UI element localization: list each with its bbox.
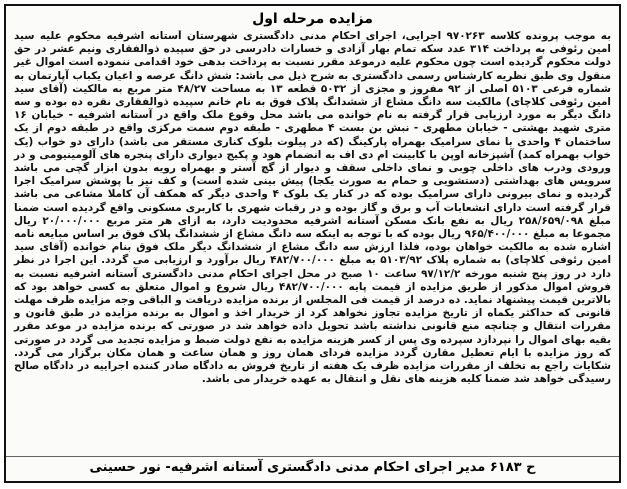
notice-title: مزایده مرحله اول [252, 11, 373, 27]
notice-footer: ح ۶۱۸۳ مدیر اجرای احکام مدنی دادگستری آستانه اشرفیه- نور حسینی [6, 456, 619, 477]
notice-body: به موجب پرونده کلاسه ۹۷۰۲۶۳ اجرایی، اجرای احکام مدنی دادگستری شهرستان آستانه اشرفیه محکوم علیه سید امین رئوفی به پرداخت ۳۱۴ عدد سکه تمام بهار آزادی و خسارات دادرسی در حق سپیده ذوالفقاری ونیم عشر در حق دولت محکوم گردیده است چون محکوم علیه درموعد مقرر نسبت به پرداخت بدهی خود اقدامی ننموده است اموال غیر منقول وی طبق نظریه کارشناس رسمی دادگستری به شرح ذیل می باشد: شش دانگ عرصه و اعیان یکباب آپارتمان به شماره فرعی ۵۱۰۳ اصلی از ۹۲ مفروز و مجزی از ۵۰۳۲ قطعه ۱۳ به مساحت ۴۸/۲۷ متر مربع به مالکیت (آقای سید امین رئوفی کلاچای) مالکیت سه دانگ مشاع از ششدانگ پلاک فوق به نام خانم سپیده ذوالفقاری نقره ده بوده و سه دانگ دیگر به مورد ارزیابی قرار گرفته به نام خوانده می باشد محل وقوع ملک واقع در آستانه اشرفیه - خیابان ۱۶ متری شهید بهشتی - خیابان مطهری - نبش بن بست ۴ مطهری - طبقه دوم سمت مرکزی واقع در طبقه دوم از یک ساختمان ۴ واحدی با نمای سرامیک بهمراه پارکینگ (که در پیلوت بلوک کناری مستقر می باشد) دارای دو خواب (یک خواب بهمراه کمد) آشپزخانه اوپن با کابینت ام دی اف به انضمام هود و پکیج دیواری دارای پنجره های آلومینیومی و در ورودی ودرب های داخلی چوبی و نمای داخلی سقف و دیوار از گچ آستر و بهمراه رویه بدون ابزار گچی می باشد سرویس های بهداشتی (دستشویی و حمام به صورت یکجا) پیش بینی شده است) و کف نیز با پوشش سرامیک اجرا گردیده و نمای بیرونی دارای سرامیک بوده که در کنار یک بلوک ۴ واحدی دیگر که همکف آن کاملا مشاعی می باشد قرار گرفته است دارای انشعابات آب و برق و گاز بوده و در رقبات شهری با کاربری مسکونی واقع گردیده است ضمنا مبلغ ۲۵۸/۶۵۹/۰۹۸ ریال به نفع بانک مسکن آستانه اشرفیه محدودیت دارد، به ازای هر متر مربع ۲۰/۰۰۰/۰۰۰ ریال مجموعا به مبلغ ۹۶۵/۴۰۰/۰۰۰ ریال بوده که با توجه به اینکه سه دانگ مشاع از ششدانگ پلاک فوق بر اساس مبایعه نامه اشاره شده به مالکیت خواهان بوده، فلذا ارزش سه دانگ مشاع از ششدانگ دیگر ملک فوق بنام خوانده (آقای سید امین رئوفی کلاچای) به شماره پلاک ۵۱۰۳/۹۲ به مبلغ ۴۸۲/۷۰۰/۰۰۰ ریال برآورد و ارزیابی می گردد. این اجرا در نظر دارد در روز پنج شنبه مورخه ۹۷/۱۲/۲ ساعت ۱۰ صبح در محل اجرای احکام مدنی دادگستری آستانه اشرفیه نسبت به فروش اموال مذکور از طریق مزایده از قیمت پایه ۴۸۲/۷۰۰/۰۰۰ ریال شروع و اموال متعلق به کسی خواهد بود که بالاترین قیمت پیشنهاد نماید. ده درصد از قیمت فی المجلس از برنده مزایده دریافت و الباقی وجه مزایده ظرف مهلت قانونی که حداکثر یکماه از تاریخ مزایده تجاوز نخواهد کرد از خریدار اخذ و اموال به برنده مزایده در طبق قانون و مقررات انتقال و چنانچه منع قانونی نداشته باشد تحویل داده خواهد شد در صورتی که برنده مزایده در موعد مقرر بقیه بهای اموال را نپردازد سپرده وی پس از کسر هزینه مزایده به نفع دولت ضبط و مزایده تجدید می گردد در صورتی که روز مزایده با ایام تعطیل مقارن گردد مزایده فردای همان روز و همان ساعت و همان مکان برگزار می گردد. شکایات راجع به تخلف از مقررات مزایده ظرف یک هفته از تاریخ فروش به دادگاه صادر کننده اجراییه در دادگاه صالح رسیدگی خواهد شد ضمنا کلیه هزینه های نقل و انتقال به عهده خریدار می باشد. [14, 30, 612, 386]
auction-notice [4, 4, 621, 483]
